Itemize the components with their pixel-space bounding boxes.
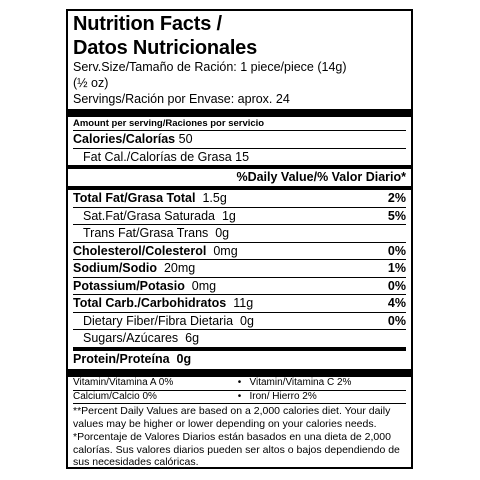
nutrient-row — [73, 190, 406, 207]
nutrient-amount: 20mg — [163, 261, 196, 275]
nutrient-row — [73, 207, 406, 225]
nutrient-label: Total Fat/Grasa Total — [73, 191, 196, 205]
servings-per-container: Servings/Ración por Envase: aprox. 24 — [73, 92, 290, 106]
footnote-english: **Percent Daily Values are based on a 2,000 calories diet. Your daily values may be higher or lower depending on your calories needs. — [73, 403, 406, 430]
nutrient-label: Sodium/Sodio — [73, 261, 158, 275]
nutrient-row — [73, 329, 406, 347]
nutrient-amount: 0mg — [213, 243, 238, 258]
thick-divider — [68, 109, 411, 117]
calories-value: 50 — [178, 132, 193, 146]
nutrient-row — [73, 277, 406, 295]
title-line1: Nutrition Facts / — [73, 13, 222, 35]
title-line2: Datos Nutricionales — [73, 37, 258, 59]
nutrient-row — [73, 294, 406, 312]
nutrient-label: Sugars/Azúcares — [83, 331, 179, 345]
nutrient-daily-value: 1% — [387, 261, 406, 275]
vitamins-row-2 — [73, 390, 406, 404]
nutrient-daily-value: 5% — [387, 208, 406, 223]
amount-per-serving-text: Amount per serving/Raciones por servicio — [73, 118, 265, 129]
nutrient-amount: 0g — [240, 313, 254, 328]
calcium: Calcium/Calcio 0% — [73, 390, 157, 402]
amount-per-serving — [73, 117, 406, 130]
fat-calories-label: Fat Cal./Calorías de Grasa — [83, 149, 232, 164]
nutrient-row — [73, 259, 406, 277]
nutrients-list — [73, 190, 406, 367]
fat-calories-row — [73, 148, 406, 166]
nutrient-amount: 11g — [233, 296, 254, 310]
vitamin-a: Vitamin/Vitamina A 0% — [73, 377, 174, 388]
vitamins-row-1 — [73, 377, 406, 390]
nutrient-row — [73, 242, 406, 260]
thick-divider-2 — [68, 369, 411, 377]
nutrient-amount: 0g — [215, 226, 230, 240]
footnote-spanish: *Porcentaje de Valores Diarios están basados en una dieta de 2,000 calorías. Sus valores diarios pueden ser altos o bajos dependiendo de sus necesidades calóricas. — [73, 431, 400, 468]
calories-row — [73, 130, 406, 148]
bullet-separator: • — [237, 377, 242, 388]
nutrient-label: Total Carb./Carbohidratos — [73, 296, 227, 310]
calories-label: Calories/Calorías — [73, 132, 176, 146]
vitamin-c: Vitamin/Vitamina C 2% — [249, 377, 352, 388]
nutrient-amount: 0mg — [191, 278, 217, 293]
nutrition-label — [66, 9, 413, 469]
nutrient-label: Cholesterol/Colesterol — [73, 243, 207, 258]
nutrient-daily-value: 4% — [387, 296, 406, 310]
nutrient-label: Potassium/Potasio — [73, 278, 185, 293]
nutrient-row — [73, 224, 406, 242]
bullet-separator: • — [237, 390, 242, 402]
nutrient-daily-value: 0% — [387, 313, 406, 328]
serving-size: Serv.Size/Tamaño de Ración: 1 piece/piece (14g) — [73, 60, 347, 74]
nutrient-row — [73, 312, 406, 330]
nutrient-amount: 0g — [176, 351, 192, 366]
nutrient-label: Sat.Fat/Grasa Saturada — [83, 208, 216, 223]
serving-size-oz: (½ oz) — [73, 76, 109, 90]
nutrient-daily-value: 2% — [387, 191, 406, 205]
fat-calories-value: 15 — [235, 149, 250, 164]
nutrient-row — [73, 347, 406, 368]
nutrient-daily-value: 0% — [387, 243, 406, 258]
iron: Iron/ Hierro 2% — [249, 390, 317, 402]
daily-value-header: %Daily Value/% Valor Diario* — [236, 170, 406, 184]
nutrient-amount: 1.5g — [202, 191, 227, 205]
nutrient-label: Dietary Fiber/Fibra Dietaria — [83, 313, 234, 328]
nutrient-label: Trans Fat/Grasa Trans — [83, 226, 209, 240]
nutrient-amount: 6g — [185, 331, 200, 345]
nutrient-amount: 1g — [221, 208, 236, 223]
nutrient-daily-value: 0% — [387, 278, 406, 293]
nutrient-label: Protein/Proteína — [73, 351, 170, 366]
